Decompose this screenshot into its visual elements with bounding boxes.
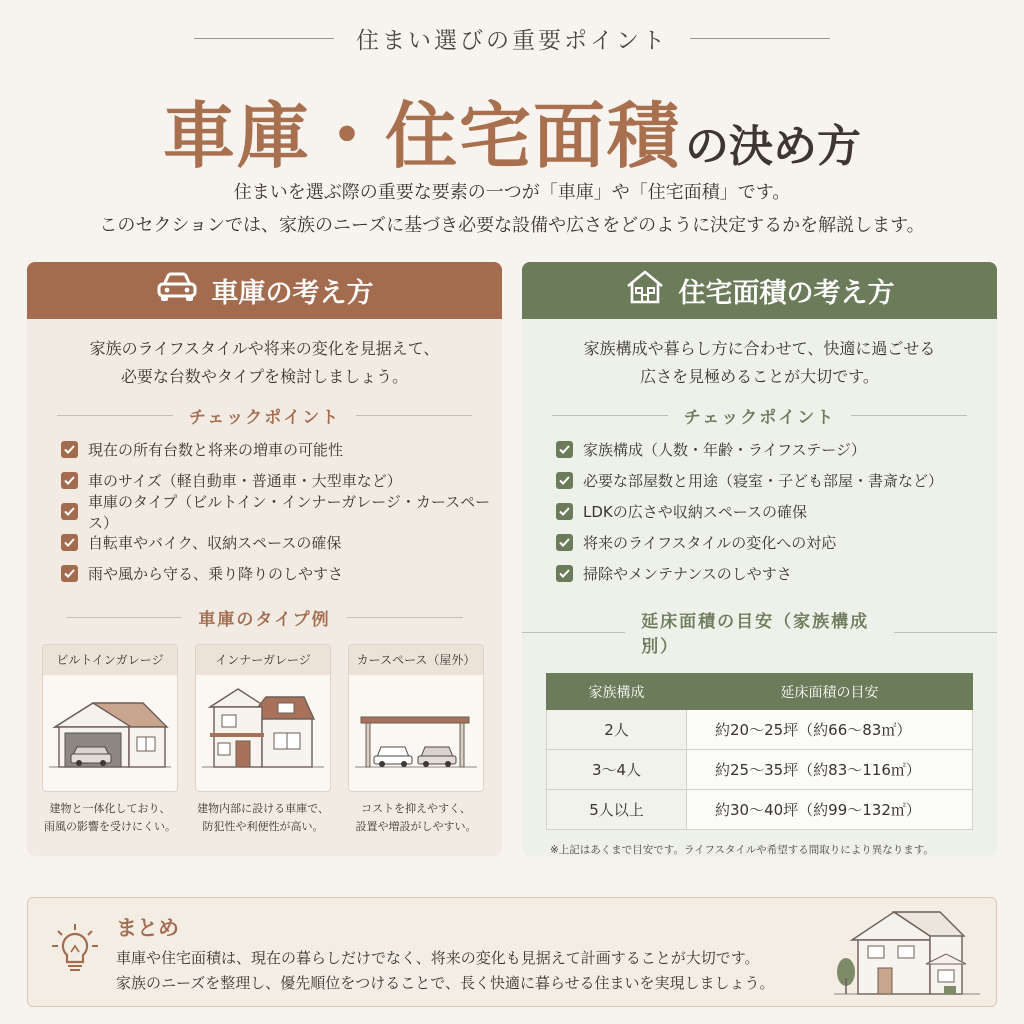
checkbox-icon [61, 534, 78, 551]
garage-card [27, 262, 502, 856]
carport-illustration [349, 675, 483, 791]
garage-lead-line: 家族のライフスタイルや将来の変化を見据えて、 [89, 339, 440, 358]
intro-line: このセクションでは、家族のニーズに基づき必要な設備や広さをどのように決定するかを解説します。 [99, 215, 925, 236]
car-icon [156, 271, 198, 310]
table-cell: 約30〜40坪（約99〜132㎡） [687, 790, 973, 830]
checkbox-icon [61, 565, 78, 582]
garage-card-header [27, 262, 502, 319]
garage-type-desc-line: 雨風の影響を受けにくい。 [44, 820, 176, 833]
garage-type-label: インナーガレージ [196, 645, 330, 675]
table-cell: 5人以上 [547, 790, 687, 830]
checkbox-icon [556, 441, 573, 458]
garage-checkpoint-label: チェックポイント [188, 408, 341, 428]
table-cell: 約20〜25坪（約66〜83㎡） [687, 710, 973, 750]
check-item [556, 465, 997, 496]
summary-box [27, 897, 997, 1007]
page-title-main: 車庫・住宅面積 [162, 93, 681, 178]
check-item-label: 掃除やメンテナンスのしやすさ [583, 565, 792, 583]
check-item [61, 492, 502, 532]
table-row [547, 710, 973, 750]
checkbox-icon [556, 565, 573, 582]
check-item [556, 434, 997, 465]
garage-type-desc [195, 800, 331, 836]
divider [66, 617, 182, 618]
garage-type-card [348, 644, 484, 792]
area-table-title [522, 607, 997, 657]
checkbox-icon [556, 503, 573, 520]
house-icon [625, 269, 665, 312]
garage-type-carport [348, 644, 484, 836]
garage-type-builtin [42, 644, 178, 836]
divider [522, 632, 625, 633]
divider [194, 38, 334, 39]
inner-garage-illustration [196, 675, 330, 791]
check-item-label: 家族構成（人数・年齢・ライフステージ） [583, 441, 866, 459]
checkbox-icon [556, 472, 573, 489]
check-item-label: 車庫のタイプ（ビルトイン・インナーガレージ・カースペース） [88, 492, 491, 532]
divider [347, 617, 463, 618]
divider [356, 415, 472, 416]
checkbox-icon [556, 534, 573, 551]
check-item [61, 434, 502, 465]
lightbulb-icon [50, 922, 100, 982]
garage-type-desc-line: 建物と一体化しており、 [49, 802, 171, 815]
garage-type-label: ビルトインガレージ [43, 645, 177, 675]
garage-type-inner [195, 644, 331, 836]
eyebrow-text: 住まい選びの重要ポイント [356, 28, 668, 54]
area-lead [522, 335, 997, 391]
table-cell: 2人 [547, 710, 687, 750]
page-title-suffix: の決め方 [685, 121, 861, 172]
table-note: ※上記はあくまで目安です。ライフスタイルや希望する間取りにより異なります。 [550, 844, 934, 856]
area-lead-line: 家族構成や暮らし方に合わせて、快適に過ごせる [583, 339, 936, 358]
table-row [547, 790, 973, 830]
summary-line: 車庫や住宅面積は、現在の暮らしだけでなく、将来の変化も見据えて計画することが大切です。 [116, 949, 760, 967]
garage-type-desc-line: 防犯性や利便性が高い。 [202, 820, 324, 833]
garage-check-list [61, 434, 502, 589]
check-item-label: 雨や風から守る、乗り降りのしやすさ [88, 565, 344, 583]
check-item [556, 527, 997, 558]
summary-line: 家族のニーズを整理し、優先順位をつけることで、長く快適に暮らせる住まいを実現しましょう。 [116, 974, 775, 992]
garage-checkpoint-title [27, 403, 502, 428]
garage-type-list [42, 644, 502, 836]
table-header-cell: 家族構成 [547, 674, 687, 710]
check-item-label: 現在の所有台数と将来の増車の可能性 [88, 441, 344, 459]
check-item-label: 自転車やバイク、収納スペースの確保 [88, 534, 342, 552]
area-check-list [556, 434, 997, 589]
checkbox-icon [61, 472, 78, 489]
garage-type-card [42, 644, 178, 792]
check-item-label: 必要な部屋数と用途（寝室・子ども部屋・書斎など） [583, 472, 944, 490]
summary-title: まとめ [116, 916, 179, 940]
garage-type-card [195, 644, 331, 792]
garage-lead-line: 必要な台数やタイプを検討しましょう。 [120, 367, 409, 386]
intro-line: 住まいを選ぶ際の重要な要素の一つが「車庫」や「住宅面積」です。 [233, 182, 791, 203]
area-table-label: 延床面積の目安（家族構成別） [641, 612, 870, 657]
check-item-label: LDKの広さや収納スペースの確保 [583, 503, 807, 521]
garage-type-desc-line: 建物内部に設ける車庫で、 [197, 802, 329, 815]
eyebrow [0, 22, 1024, 55]
check-item-label: 将来のライフスタイルの変化への対応 [583, 534, 837, 552]
garage-lead [27, 335, 502, 391]
page-title [0, 78, 1024, 182]
divider [57, 415, 173, 416]
garage-type-desc [42, 800, 178, 836]
summary-body [116, 946, 775, 996]
table-cell: 約25〜35坪（約83〜116㎡） [687, 750, 973, 790]
area-lead-line: 広さを見極めることが大切です。 [640, 367, 879, 386]
table-header-row [547, 674, 973, 710]
checkbox-icon [61, 441, 78, 458]
table-header-cell: 延床面積の目安 [687, 674, 973, 710]
check-item [556, 558, 997, 589]
area-checkpoint-label: チェックポイント [683, 408, 836, 428]
check-item-label: 車のサイズ（軽自動車・普通車・大型車など） [88, 472, 402, 490]
garage-type-label: カースペース（屋外） [349, 645, 483, 675]
check-item [556, 496, 997, 527]
builtin-garage-illustration [43, 675, 177, 791]
garage-types-label: 車庫のタイプ例 [198, 610, 331, 630]
garage-type-desc [348, 800, 484, 836]
check-item [61, 558, 502, 589]
divider [894, 632, 997, 633]
garage-card-title: 車庫の考え方 [211, 278, 374, 309]
divider [690, 38, 830, 39]
area-card-header [522, 262, 997, 319]
floor-area-table [546, 673, 973, 830]
checkbox-icon [61, 503, 78, 520]
divider [851, 415, 967, 416]
garage-types-title [27, 605, 502, 630]
table-cell: 3〜4人 [547, 750, 687, 790]
area-card-title: 住宅面積の考え方 [678, 278, 895, 309]
garage-type-desc-line: 設置や増設がしやすい。 [355, 820, 477, 833]
table-row [547, 750, 973, 790]
house-illustration [834, 906, 982, 1000]
divider [552, 415, 668, 416]
area-card [522, 262, 997, 856]
area-checkpoint-title [522, 403, 997, 428]
intro-text [0, 176, 1024, 242]
garage-type-desc-line: コストを抑えやすく、 [361, 802, 471, 815]
